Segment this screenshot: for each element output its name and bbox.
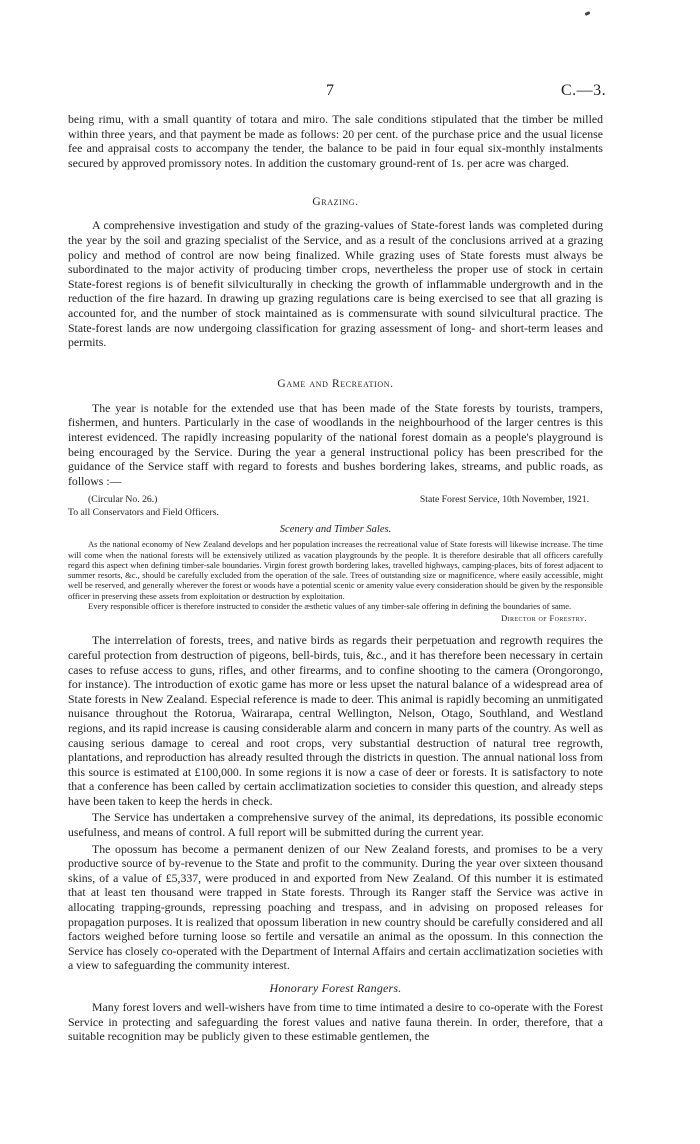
honorary-rangers-paragraph: Many forest lovers and well-wishers have from time to time intimated a desire to co-operate with the Forest Service in protecting and safeguarding the forest values and native fauna therein. In order, therefore, that a suitable recognition may be publicly given to these estimable gentlemen, the xyxy=(68,1000,603,1044)
document-reference: C.—3. xyxy=(561,82,607,99)
honorary-rangers-heading: Honorary Forest Rangers. xyxy=(269,981,402,996)
opossum-paragraph: The opossum has become a permanent denizen of our New Zealand forests, and promises to be a very productive source of by-revenue to the State and profit to the community. During the year over sixteen thousand skins, of a value of £5,337, were produced in and exported from New Zealand. Of this number it is estimated that at least ten thousand were trapped in State forests. Through its Ranger staff the Service was active in allocating trapping-grounds, repressing poaching and trespass, and in advising on proposed releases for propagation purposes. It is realized that opossum liberation in new country should be carefully considered and all factors weighed before turning loose so fertile and versatile an animal as the opossum. In this connection the Service has closely co-operated with the Department of Internal Affairs and certain acclimatization societies with a view to safeguarding the community interest. xyxy=(68,841,603,973)
circular-issuer-date: State Forest Service, 10th November, 1921. xyxy=(419,494,589,506)
circular-block xyxy=(68,494,603,623)
deer-survey-paragraph: The Service has undertaken a comprehensive survey of the animal, its depredations, its possible economic usefulness, and means of control. A full report will be submitted during the current year. xyxy=(68,810,603,840)
circular-header xyxy=(68,494,603,507)
interrelation-paragraph: The interrelation of forests, trees, and native birds as regards their perpetuation and regrowth requires the careful protection from destruction of pigeons, bell-birds, tuis, &c., and it has therefore been necessary in certain cases to refuse access to guns, rifles, and other firearms, and to confine shooting to the camera (Orongorongo, for instance). The introduction of exotic game has more or less upset the natural balance of a widespread area of State forests in New Zealand. Especial reference is made to deer. This animal is rapidly becoming an unmitigated nuisance throughout the Rotorua, Wairarapa, central Wellington, Nelson, Otago, Southland, and Westland regions, and its rapid increase is causing considerable alarm and concern in many parts of the country. As well as causing serious damage to cereal and root crops, very substantial destruction of natural tree regrowth, plantations, and reproduction has already resulted through the districts in question. The annual national loss from this source is estimated at £100,000. In some regions it is now a case of deer or forests. It is satisfactory to note that a conference has been called by certain acclimatization societies to consider this question, and already steps have been taken to keep the herds in check. xyxy=(68,633,603,808)
circular-addressee: To all Conservators and Field Officers. xyxy=(68,506,219,518)
circular-signature: Director of Forestry. xyxy=(501,613,587,624)
circular-number: (Circular No. 26.) xyxy=(88,494,158,506)
grazing-heading: Grazing. xyxy=(312,196,359,209)
timber-sale-paragraph: being rimu, with a small quantity of totara and miro. The sale conditions stipulated that the timber be milled within three years, and that payment be made as follows: 20 per cent. of the purchase price and the usual license fee and appraisal costs to accompany the tender, the balance to be paid in four equal six-monthly instalments secured by approved promissory notes. In addition the customary ground-rent of 1s. per acre was charged. xyxy=(68,112,603,170)
page-body xyxy=(68,112,603,1044)
circular-instruction: Every responsible officer is therefore instructed to consider the æsthetic values of any timber-sale offering in defining the boundaries of same. xyxy=(88,601,572,612)
game-recreation-heading: Game and Recreation. xyxy=(277,377,394,390)
game-recreation-paragraph: The year is notable for the extended use that has been made of the State forests by tourists, trampers, fishermen, and hunters. Particularly in the case of woodlands in the neighbourhood of the larger centres is this interest evidenced. The rapidly increasing popularity of the national forest domain as a people's playground is being encouraged by the Service. During the year a general instructional policy has been prescribed for the guidance of the Service staff with regard to forests and bushes bordering lakes, streams, and public roads, as follows :— xyxy=(68,400,603,488)
circular-body: As the national economy of New Zealand develops and her population increases the recreational value of State forests will likewise increase. The time will come when the national forests will be extensively utilized as vacation playgrounds by the people. It is therefore desirable that all officers carefully regard this aspect when defining timber-sale boundaries. Virgin forest growth bordering lakes, travelled highways, camping-places, bits of forest adjacent to summer resorts, &c., should be carefully excluded from the operation of the sale. Trees of outstanding size or magnificence, where easily accessible, might well be reserved, and generally wherever the forest or woods have a potential scenic or amenity value every consideration should be given by the responsible officer in preserving these assets from exploitation or destruction by exploitation. xyxy=(68,539,603,601)
circular-title: Scenery and Timber Sales. xyxy=(279,524,392,536)
page-number: 7 xyxy=(326,82,334,99)
grazing-paragraph: A comprehensive investigation and study of the grazing-values of State-forest lands was completed during the year by the soil and grazing specialist of the Service, and as a result of the conclusions arrived at a grazing policy and method of control are now being finalized. While grazing uses of State forests must always be subordinated to the major activity of producing timber crops, nevertheless the proper use of stock in certain State-forest regions is of benefit silviculturally in checking the growth of inflammable undergrowth and in the reduction of the fire hazard. In drawing up grazing regulations care is being exercised to see that all grazing is accounted for, and the number of stock maintained as is commensurate with sound silvicultural practice. The State-forest lands are now undergoing classification for grazing assessment of long- and short-term leases and permits. xyxy=(68,218,603,350)
ink-mark xyxy=(585,11,591,16)
